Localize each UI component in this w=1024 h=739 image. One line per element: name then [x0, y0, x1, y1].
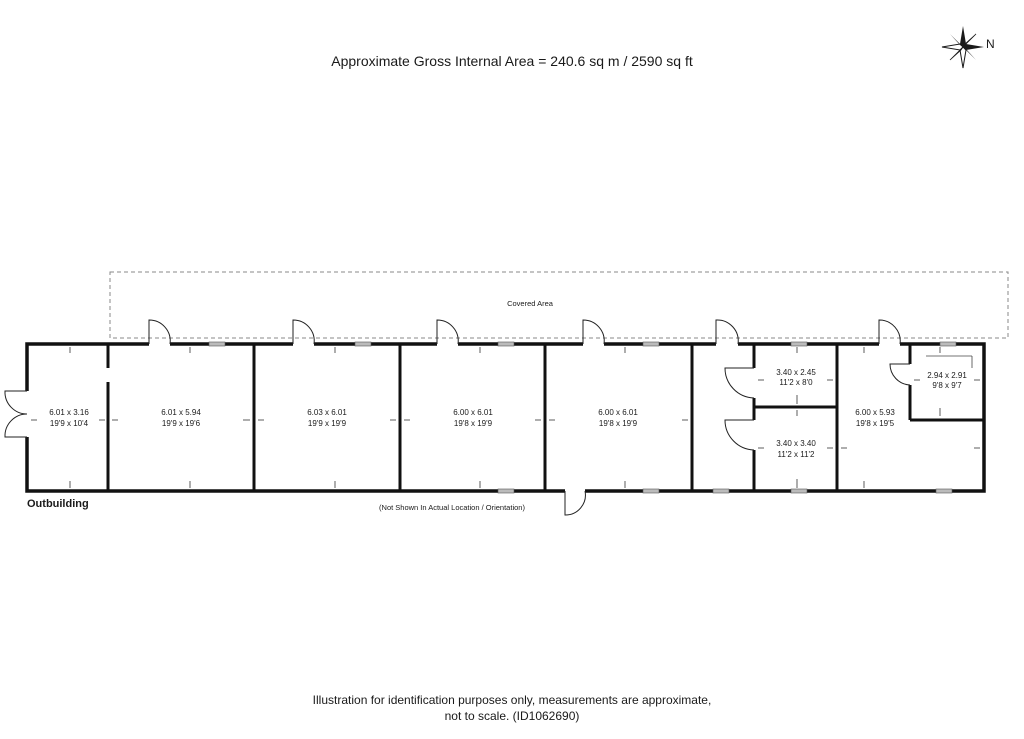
footer-line-1: Illustration for identification purposes only, measurements are approximate,	[312, 693, 712, 707]
room-5-imperial: 19'8 x 19'9	[598, 419, 638, 428]
interior-walls	[108, 344, 984, 491]
room-8-metric: 6.00 x 5.93	[855, 408, 895, 417]
room-1-imperial: 19'9 x 10'4	[49, 419, 89, 428]
room-7-metric: 3.40 x 3.40	[776, 439, 816, 448]
cupboard-lines	[926, 356, 972, 368]
windows	[209, 342, 956, 493]
room-4-metric: 6.00 x 6.01	[453, 408, 493, 417]
room-9-imperial: 9'8 x 9'7	[932, 381, 962, 390]
room-1-metric: 6.01 x 3.16	[49, 408, 89, 417]
room-6-imperial: 11'2 x 8'0	[779, 378, 813, 387]
room-3-imperial: 19'9 x 19'9	[307, 419, 347, 428]
location-note: (Not Shown In Actual Location / Orientation)	[379, 503, 525, 512]
room-7-imperial: 11'2 x 11'2	[777, 450, 815, 459]
room-labels	[49, 368, 967, 459]
room-2-metric: 6.01 x 5.94	[161, 408, 201, 417]
north-label: N	[986, 37, 995, 51]
footer-disclaimer	[0, 692, 1024, 724]
footer-line-2: not to scale. (ID1062690)	[444, 709, 580, 723]
door-gaps	[27, 344, 910, 491]
room-3-metric: 6.03 x 6.01	[307, 408, 347, 417]
outer-walls	[27, 344, 984, 491]
room-9-metric: 2.94 x 2.91	[927, 371, 967, 380]
room-2-imperial: 19'9 x 19'6	[161, 419, 201, 428]
covered-area-outline	[110, 272, 1008, 338]
outbuilding-label: Outbuilding	[27, 498, 89, 510]
room-5-metric: 6.00 x 6.01	[598, 408, 638, 417]
page-title: Approximate Gross Internal Area = 240.6 sq m / 2590 sq ft	[331, 53, 693, 69]
door-swings	[5, 320, 910, 515]
covered-area-label: Covered Area	[507, 299, 553, 308]
room-6-metric: 3.40 x 2.45	[776, 368, 816, 377]
room-8-imperial: 19'8 x 19'5	[855, 419, 895, 428]
room-4-imperial: 19'8 x 19'9	[453, 419, 493, 428]
